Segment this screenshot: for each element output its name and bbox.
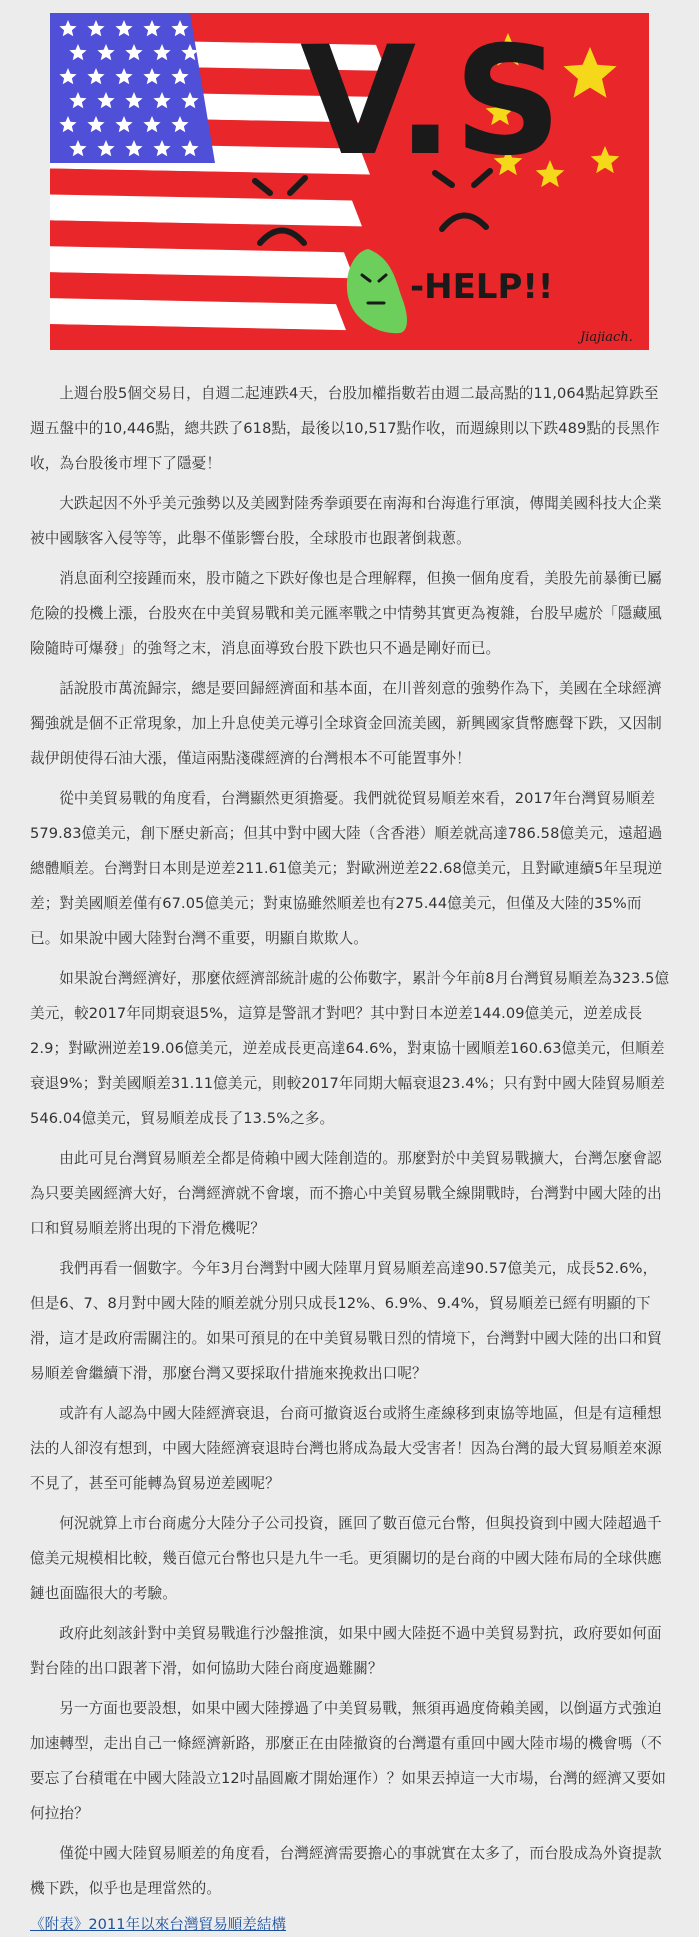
article-body xyxy=(30,376,670,1937)
paragraph-13: 僅從中國大陸貿易順差的角度看，台灣經濟需要擔心的事就實在太多了，而台股成為外資提款機下跌，似乎也是理當然的。 xyxy=(30,1845,662,1897)
help-label: -HELP!! xyxy=(410,267,554,307)
paragraph-3: 消息面利空接踵而來，股市隨之下跌好像也是合理解釋，但換一個角度看，美股先前暴衝已屬危險的投機上漲，台股夾在中美貿易戰和美元匯率戰之中情勢其實更為複雜，台股早處於「隱藏風險隨時可爆發」的強弩之末，消息面導致台股下跌也只不過是剛好而已。 xyxy=(30,570,662,657)
artist-signature: Jiajiach. xyxy=(580,330,633,345)
hero-illustration xyxy=(50,13,649,350)
paragraph-7: 由此可見台灣貿易順差全都是倚賴中國大陸創造的。那麼對於中美貿易戰擴大，台灣怎麼會認為只要美國經濟大好，台灣經濟就不會壞，而不擔心中美貿易戰全線開戰時，台灣對中國大陸的出口和貿易順差將出現的下滑危機呢？ xyxy=(30,1150,662,1237)
paragraph-12: 另一方面也要設想，如果中國大陸撐過了中美貿易戰，無須再過度倚賴美國，以倒逼方式強迫加速轉型，走出自己一條經濟新路，那麼正在由陸撤資的台灣還有重回中國大陸市場的機會嗎（不要忘了台積電在中國大陸設立12吋晶圓廠才開始運作）？如果丟掉這一大市場，台灣的經濟又要如何拉抬？ xyxy=(30,1700,666,1822)
paragraph-5: 從中美貿易戰的角度看，台灣顯然更須擔憂。我們就從貿易順差來看，2017年台灣貿易順差579.83億美元，創下歷史新高；但其中對中國大陸（含香港）順差就高達786.58億美元，遠超過總體順差。台灣對日本則是逆差211.61億美元；對歐洲逆差22.68億美元，且對歐連續5年呈現逆差；對美國順差僅有67.05億美元；對東協雖然順差也有275.44億美元，但僅及大陸的35%而已。如果說中國大陸對台灣不重要，明顯自欺欺人。 xyxy=(30,790,663,947)
paragraph-8: 我們再看一個數字。今年3月台灣對中國大陸單月貿易順差高達90.57億美元，成長52.6%，但是6、7、8月對中國大陸的順差就分別只成長12%、6.9%、9.4%，貿易順差已經有明顯的下滑，這才是政府需關注的。如果可預見的在中美貿易戰日烈的情境下，台灣對中國大陸的出口和貿易順差會繼續下滑，那麼台灣又要採取什措施來挽救出口呢？ xyxy=(30,1260,662,1382)
vs-label: V.S xyxy=(300,15,562,189)
paragraph-9: 或許有人認為中國大陸經濟衰退，台商可撤資返台或將生產線移到東協等地區，但是有這種想法的人卻沒有想到，中國大陸經濟衰退時台灣也將成為最大受害者！因為台灣的最大貿易順差來源不見了，甚至可能轉為貿易逆差國呢？ xyxy=(30,1405,662,1492)
paragraph-2: 大跌起因不外乎美元強勢以及美國對陸秀拳頭要在南海和台海進行軍演，傳聞美國科技大企業被中國駭客入侵等等，此舉不僅影響台股，全球股市也跟著倒栽蔥。 xyxy=(30,495,662,547)
paragraph-1: 上週台股5個交易日，自週二起連跌4天，台股加權指數若由週二最高點的11,064點起算跌至週五盤中的10,446點，總共跌了618點，最後以10,517點作收，而週線則以下跌489點的長黑作收，為台股後市埋下了隱憂！ xyxy=(30,385,660,472)
us-flag-canton xyxy=(50,13,215,163)
paragraph-6: 如果說台灣經濟好，那麼依經濟部統計處的公佈數字，累計今年前8月台灣貿易順差為323.5億美元，較2017年同期衰退5%，這算是警訊才對吧？其中對日本逆差144.09億美元，逆差成長2.9；對歐洲逆差19.06億美元，逆差成長更高達64.6%，對東協十國順差160.63億美元，但順差衰退9%；對美國順差31.11億美元，則較2017年同期大幅衰退23.4%；只有對中國大陸貿易順差546.04億美元，貿易順差成長了13.5%之多。 xyxy=(30,970,670,1127)
us-vs-china-drawing xyxy=(50,13,649,350)
appendix-table-link[interactable]: 《附表》2011年以來台灣貿易順差結構 xyxy=(30,1916,287,1933)
paragraph-11: 政府此刻該針對中美貿易戰進行沙盤推演，如果中國大陸挺不過中美貿易對抗，政府要如何面對台陸的出口跟著下滑，如何協助大陸台商度過難關？ xyxy=(30,1625,662,1677)
paragraph-4: 話說股市萬流歸宗，總是要回歸經濟面和基本面，在川普刻意的強勢作為下，美國在全球經濟獨強就是個不正常現象，加上升息使美元導引全球資金回流美國，新興國家貨幣應聲下跌，又因制裁伊朗使得石油大漲，僅這兩點淺碟經濟的台灣根本不可能置事外！ xyxy=(30,680,662,767)
paragraph-10: 何況就算上市台商處分大陸分子公司投資，匯回了數百億元台幣，但與投資到中國大陸超過千億美元規模相比較，幾百億元台幣也只是九牛一毛。更須關切的是台商的中國大陸布局的全球供應鏈也面臨很大的考驗。 xyxy=(30,1515,662,1602)
